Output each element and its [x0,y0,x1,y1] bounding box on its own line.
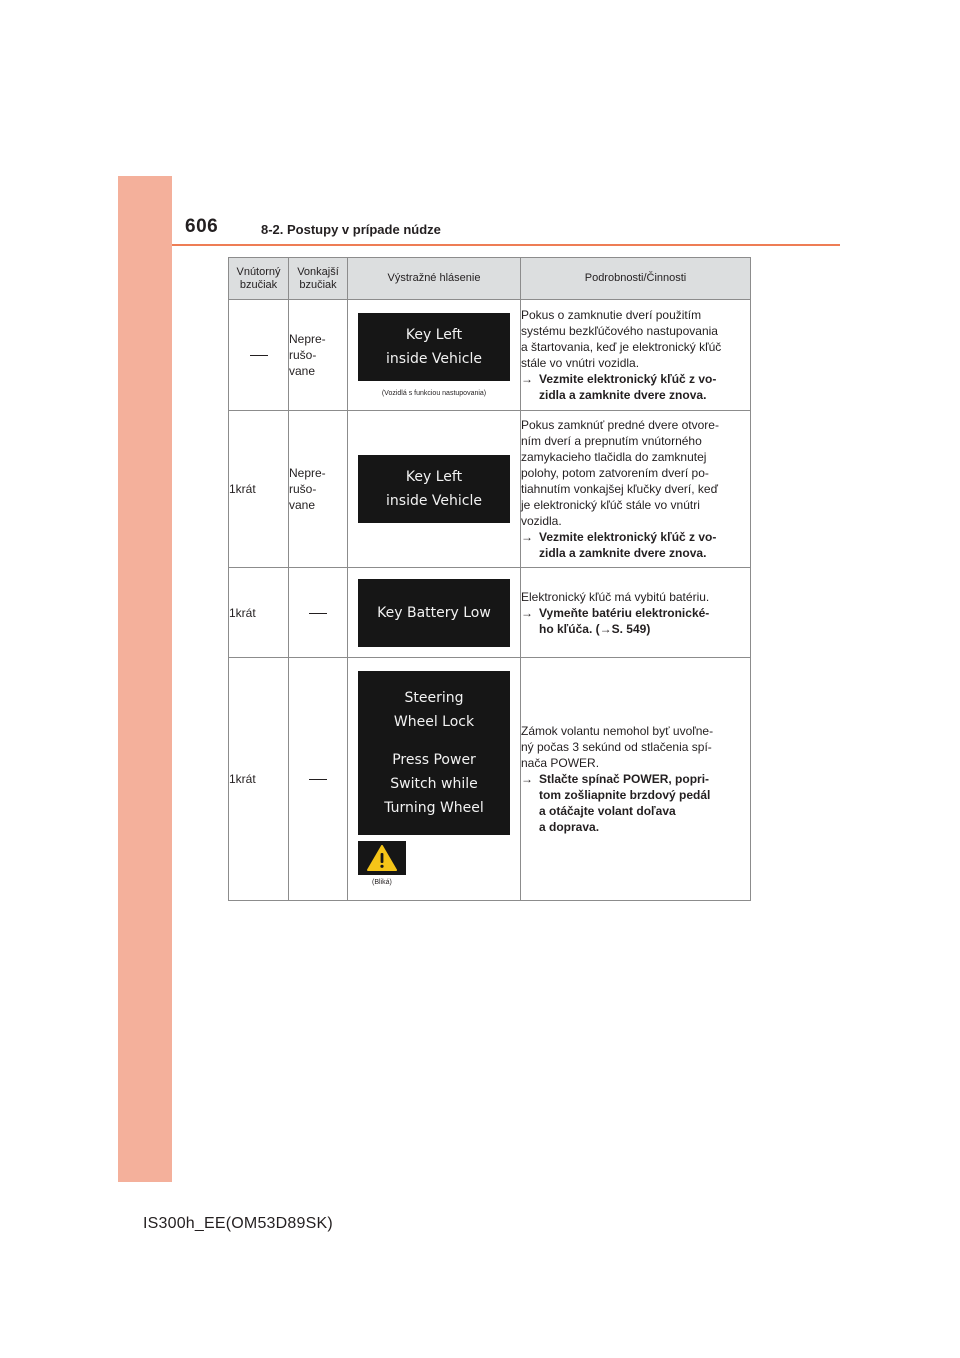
action-line: zidla a zamknite dvere znova. [539,546,707,560]
col-header-interior-buzzer [229,258,289,300]
col-header-line: bzučiak [299,278,337,291]
details-line: je elektronický kľúč stále vo vnútri [521,498,700,512]
warning-light-box [358,841,406,875]
action-line: a doprava. [539,820,600,834]
details-line: nača POWER. [521,756,600,770]
display-text: inside Vehicle [386,493,482,509]
action-instruction [521,371,750,403]
table-header-row [229,258,751,300]
details-cell [521,568,751,658]
exterior-buzzer-value: Nepre- rušo- vane [289,332,326,378]
action-line: zidla a zamknite dvere znova. [539,388,707,402]
details-line: tiahnutím vonkajšej kľučky dverí, keď [521,482,718,496]
section-title: 8-2. Postupy v prípade núdze [261,222,441,237]
footer-model-code: IS300h_EE(OM53D89SK) [143,1215,333,1232]
display-text: Key Left [405,326,463,343]
action-instruction [521,771,750,835]
warning-indicator [358,841,510,887]
display-text: Press Power [392,752,476,768]
dash [309,613,327,614]
display-text: Key Left [405,469,463,485]
table-row [229,658,751,901]
details-line: ný počas 3 sekúnd od stlačenia spí- [521,740,712,754]
warning-caption: (Bliká) [372,879,392,886]
details-line: stále vo vnútri vozidla. [521,356,640,370]
arrow-icon: → [521,372,533,386]
header-rule [172,244,840,246]
col-header-line: bzučiak [239,278,278,291]
display-gap [358,734,510,748]
warning-display-cell [348,568,521,658]
interior-buzzer-cell: 1krát [229,568,289,658]
col-header-exterior-buzzer [289,258,348,300]
details-line: polohy, potom zatvorením dverí po- [521,466,709,480]
dash [250,355,268,356]
action-line: Vymeňte batériu elektronické- [539,605,710,620]
display-screen [358,579,510,647]
arrow-icon: → [521,605,533,620]
action-line: ho kľúča. (→S. 549) [539,621,651,636]
details-line: Zámok volantu nemohol byť uvoľne- [521,724,714,738]
col-header-warning-message: Výstražné hlásenie [348,258,521,300]
details-cell [521,658,751,901]
action-text [539,529,750,561]
details-line: systému bezkľúčového nastupovania [521,324,718,338]
display-caption: (Vozidlá s funkciou nastupovania) [381,389,487,397]
action-line: Stlačte spínač POWER, popri- [539,772,710,786]
table-row [229,411,751,568]
display-screen [358,455,510,523]
action-text [539,605,750,637]
display-text: Turning Wheel [384,800,484,816]
warning-display-cell [348,658,521,901]
display-text: inside Vehicle [386,350,482,367]
action-line: tom zošliapnite brzdový pedál [539,788,711,802]
arrow-icon: → [521,772,533,786]
exterior-buzzer-value: Nepre- rušo- vane [289,466,326,512]
exterior-buzzer-cell [289,411,348,568]
action-text [539,371,750,403]
action-line: Vezmite elektronický kľúč z vo- [539,372,717,386]
arrow-icon: → [521,530,533,544]
action-text [539,771,750,835]
page-number: 606 [185,216,219,237]
details-line: Pokus zamknúť predné dvere otvore- [521,418,719,432]
action-instruction [521,529,750,561]
details-line: Elektronický kľúč má vybitú batériu. [521,589,710,604]
interior-buzzer-cell [229,300,289,411]
display-text: Switch while [390,776,478,792]
exterior-buzzer-cell [289,568,348,658]
col-header-line: Vnútorný [236,265,281,278]
table-row [229,568,751,658]
warning-triangle-icon [367,845,397,871]
warning-messages-table [228,257,751,901]
details-line: Pokus o zamknutie dverí použitím [521,308,702,322]
col-header-line: Vonkajší [297,265,339,278]
interior-buzzer-cell: 1krát [229,411,289,568]
details-cell [521,411,751,568]
exterior-buzzer-cell [289,658,348,901]
action-line: a otáčajte volant doľava [539,804,676,818]
display-text: Key Battery Low [377,604,491,621]
exterior-buzzer-cell [289,300,348,411]
details-line: a štartovania, keď je elektronický kľúč [521,340,722,354]
details-cell [521,300,751,411]
action-instruction [521,605,750,637]
side-color-band [118,176,172,1182]
warning-display-cell [348,411,521,568]
display-screen [358,313,510,381]
display-text: Steering [404,690,464,706]
dash [309,779,327,780]
details-line: ním dverí a prepnutím vnútorného [521,434,702,448]
action-line: Vezmite elektronický kľúč z vo- [539,530,717,544]
display-text: Wheel Lock [393,714,475,730]
col-header-details: Podrobnosti/Činnosti [521,258,751,300]
table-row [229,300,751,411]
display-screen [358,671,510,835]
details-line: vozidla. [521,514,562,528]
warning-display-cell [348,300,521,411]
interior-buzzer-cell: 1krát [229,658,289,901]
details-line: zamykacieho tlačidla do zamknutej [521,450,707,464]
